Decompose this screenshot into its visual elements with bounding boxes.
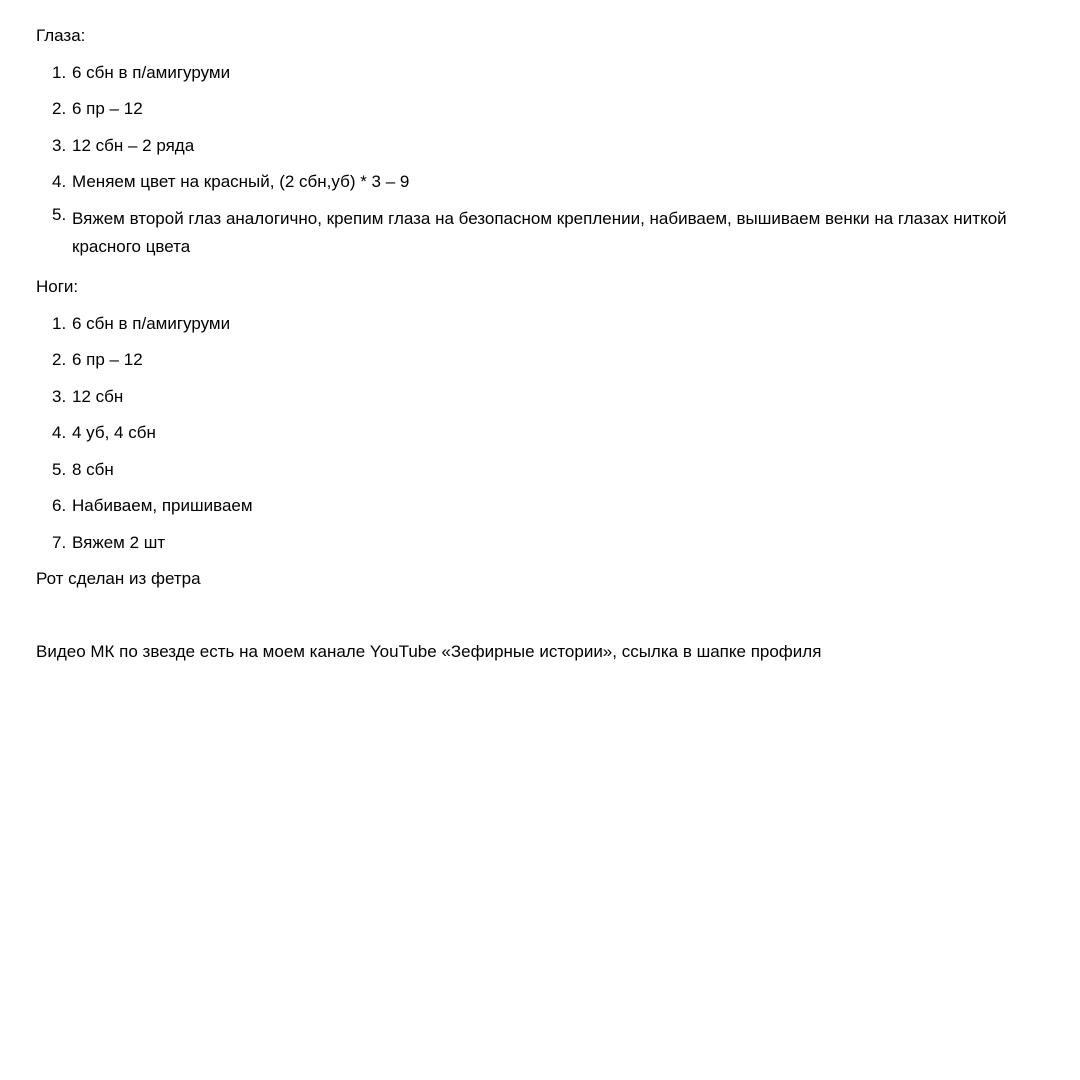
step-number: 5. [52, 459, 67, 479]
step-text: 12 сбн [72, 386, 124, 406]
step-text: 6 пр – 12 [72, 99, 143, 118]
list-item [36, 387, 1044, 407]
step-text: Вяжем 2 шт [72, 532, 166, 552]
list-item [36, 314, 1044, 334]
step-number: 7. [52, 532, 67, 552]
step-number: 1. [52, 62, 67, 82]
step-text: 8 сбн [72, 459, 114, 479]
list-item [36, 99, 1044, 119]
list-item [36, 205, 1044, 261]
list-item [36, 460, 1044, 480]
step-number: 3. [52, 386, 67, 406]
step-text: 6 пр – 12 [72, 350, 143, 369]
step-text: 12 сбн – 2 ряда [72, 135, 195, 155]
step-number: 3. [52, 135, 67, 155]
step-text: Набиваем, пришиваем [72, 496, 253, 515]
list-item [36, 350, 1044, 370]
step-text: 6 сбн в п/амигуруми [72, 62, 231, 82]
step-number: 6. [52, 496, 67, 515]
list-item [36, 423, 1044, 443]
eyes-steps-list [36, 63, 1044, 261]
step-text: Меняем цвет на красный, (2 сбн,уб) * 3 – 9 [72, 172, 410, 191]
step-text: Вяжем второй глаз аналогично, крепим глаза на безопасном креплении, набиваем, вышиваем венки на глазах ниткой красного цвета [72, 208, 1007, 256]
list-item [36, 136, 1044, 156]
list-item [36, 496, 1044, 516]
video-note: Видео МК по звезде есть на моем канале YouTube «Зефирные истории», ссылка в шапке профиля [36, 641, 822, 661]
blank-line [36, 606, 1044, 642]
list-item [36, 63, 1044, 83]
step-number: 4. [52, 423, 67, 442]
list-item [36, 172, 1044, 192]
legs-heading: Ноги: [36, 277, 79, 296]
eyes-heading: Глаза: [36, 26, 86, 45]
step-number: 1. [52, 313, 67, 333]
mouth-note: Рот сделан из фетра [36, 569, 201, 588]
list-item [36, 533, 1044, 553]
step-number: 4. [52, 172, 67, 191]
step-number: 2. [52, 350, 67, 369]
step-number: 2. [52, 99, 67, 118]
legs-steps-list [36, 314, 1044, 553]
step-number: 5. [52, 204, 67, 224]
step-text: 4 уб, 4 сбн [72, 423, 156, 442]
step-text: 6 сбн в п/амигуруми [72, 313, 231, 333]
